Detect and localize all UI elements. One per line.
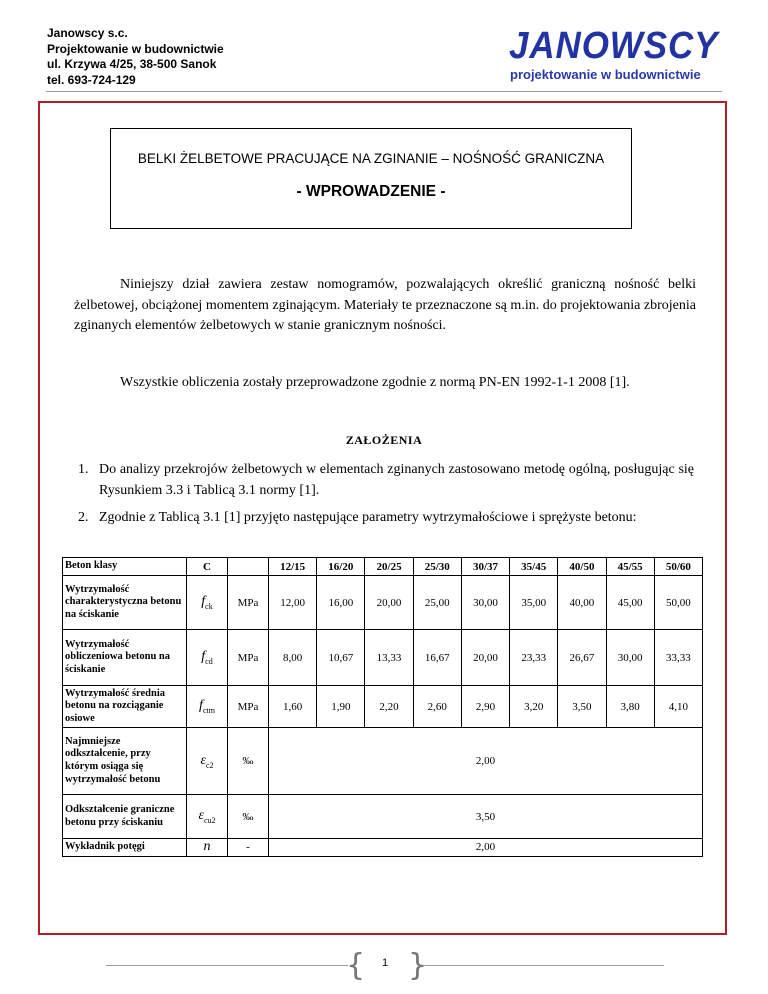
row-label-cell: Wytrzymałość charakterystyczna betonu na ściskanie [63, 576, 187, 630]
document-subtitle: - WPROWADZENIE - [296, 183, 446, 200]
header-class-cell: 35/45 [510, 558, 558, 576]
symbol-cell: $f_{cd}$ [187, 630, 228, 686]
header-class-cell: 25/30 [413, 558, 461, 576]
header-class-cell: 20/25 [365, 558, 413, 576]
assumption-item-2 [74, 508, 694, 529]
assumption-number: 1. [78, 462, 89, 477]
company-address: ul. Krzywa 4/25, 38-500 Sanok [47, 57, 217, 71]
header-class-cell: 45/55 [606, 558, 654, 576]
unit-cell: - [228, 839, 269, 857]
value-cell: 3,20 [510, 686, 558, 728]
unit-cell: ‰ [228, 795, 269, 839]
title-box [110, 128, 632, 229]
value-cell: 23,33 [510, 630, 558, 686]
header-class-cell: 30/37 [461, 558, 509, 576]
assumption-text: Zgodnie z Tablicą 3.1 [1] przyjęto następujące parametry wytrzymałościowe i sprężyste betonu: [99, 510, 637, 525]
company-address-block [47, 26, 224, 88]
concrete-parameters-table [62, 557, 703, 857]
value-cell: 2,90 [461, 686, 509, 728]
unit-cell: MPa [228, 686, 269, 728]
unit-cell: ‰ [228, 728, 269, 795]
symbol-cell: $f_{ck}$ [187, 576, 228, 630]
value-cell: 8,00 [269, 630, 317, 686]
table-row-epsc2 [63, 728, 703, 795]
row-label-cell: Wytrzymałość obliczeniowa betonu na ściskanie [63, 630, 187, 686]
assumption-number: 2. [78, 510, 89, 525]
value-cell: 40,00 [558, 576, 606, 630]
company-name: Janowscy s.c. [47, 26, 128, 40]
footer-divider-left [106, 965, 348, 966]
header-class-cell: 50/60 [654, 558, 702, 576]
header-class-cell: 16/20 [317, 558, 365, 576]
table-row-epscu2 [63, 795, 703, 839]
value-cell: 50,00 [654, 576, 702, 630]
value-cell: 45,00 [606, 576, 654, 630]
row-label-cell: Wytrzymałość średnia betonu na rozciąganie osiowe [63, 686, 187, 728]
value-cell: 20,00 [461, 630, 509, 686]
company-logo: JANOWSCY [509, 25, 719, 67]
footer-divider-right [420, 965, 664, 966]
symbol-cell: n [187, 839, 228, 857]
value-cell: 1,60 [269, 686, 317, 728]
table-row-fcd [63, 630, 703, 686]
header-divider [46, 91, 722, 92]
value-cell: 13,33 [365, 630, 413, 686]
left-brace-icon: { [346, 948, 366, 983]
section-heading-assumptions: ZAŁOŻENIA [345, 433, 423, 447]
header-symbol-cell: C [187, 558, 228, 576]
value-cell: 12,00 [269, 576, 317, 630]
value-cell: 3,50 [558, 686, 606, 728]
value-cell: 26,67 [558, 630, 606, 686]
header-class-cell: 12/15 [269, 558, 317, 576]
header-unit-cell [228, 558, 269, 576]
value-cell: 16,67 [413, 630, 461, 686]
value-cell: 10,67 [317, 630, 365, 686]
page-number: 1 [381, 957, 389, 969]
row-label-cell: Wykładnik potęgi [63, 839, 187, 857]
value-cell: 1,90 [317, 686, 365, 728]
company-description: Projektowanie w budownictwie [47, 41, 224, 56]
value-cell: 3,80 [606, 686, 654, 728]
value-cell: 16,00 [317, 576, 365, 630]
table-row-fctm [63, 686, 703, 728]
company-logo-tagline: projektowanie w budownictwie [510, 67, 701, 82]
company-phone: tel. 693-724-129 [47, 72, 136, 87]
value-cell: 35,00 [510, 576, 558, 630]
intro-paragraph-1: Niniejszy dział zawiera zestaw nomogramów, pozwalających określić graniczną nośność belki żelbetowej, obciążonej momentem zginającym. Materiały te przeznaczone są m.in. do projektowania zbrojenia zginanych elementów żelbetowych w stanie granicznym nośności. [74, 277, 696, 333]
merged-value-cell: 2,00 [269, 728, 703, 795]
unit-cell: MPa [228, 576, 269, 630]
value-cell: 30,00 [461, 576, 509, 630]
value-cell: 2,20 [365, 686, 413, 728]
merged-value-cell: 3,50 [269, 795, 703, 839]
value-cell: 20,00 [365, 576, 413, 630]
assumption-item-1 [74, 460, 694, 501]
value-cell: 2,60 [413, 686, 461, 728]
row-label-cell: Najmniejsze odkształcenie, przy którym osiąga się wytrzymałość betonu [63, 728, 187, 795]
value-cell: 25,00 [413, 576, 461, 630]
header-class-cell: 40/50 [558, 558, 606, 576]
symbol-cell: $\varepsilon_{c2}$ [187, 728, 228, 795]
merged-value-cell: 2,00 [269, 839, 703, 857]
row-label-cell: Odkształcenie graniczne betonu przy ściskaniu [63, 795, 187, 839]
value-cell: 33,33 [654, 630, 702, 686]
table-header-row [63, 558, 703, 576]
symbol-cell: $\varepsilon_{cu2}$ [187, 795, 228, 839]
intro-paragraph-2: Wszystkie obliczenia zostały przeprowadzone zgodnie z normą PN-EN 1992-1-1 2008 [1]. [120, 375, 630, 390]
document-title: BELKI ŻELBETOWE PRACUJĄCE NA ZGINANIE – NOŚNOŚĆ GRANICZNA [137, 151, 605, 166]
value-cell: 30,00 [606, 630, 654, 686]
symbol-cell: $f_{ctm}$ [187, 686, 228, 728]
assumption-text: Do analizy przekrojów żelbetowych w elementach zginanych zastosowano metodę ogólną, posługując się Rysunkiem 3.3 i Tablicą 3.1 normy [1]. [99, 462, 694, 498]
unit-cell: MPa [228, 630, 269, 686]
header-label-cell: Beton klasy [63, 558, 187, 576]
right-brace-icon: } [408, 948, 428, 983]
table-row-fck [63, 576, 703, 630]
table-row-exponent [63, 839, 703, 857]
value-cell: 4,10 [654, 686, 702, 728]
